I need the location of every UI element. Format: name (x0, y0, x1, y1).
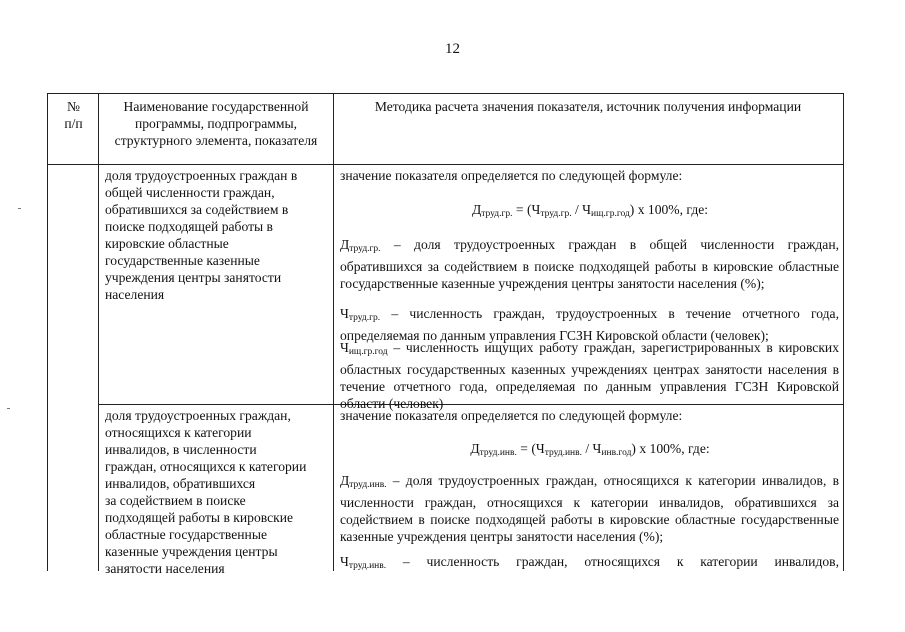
definition (340, 236, 839, 292)
indicator-line: инвалидов, обратившихся (105, 476, 256, 491)
indicator-line: подходящей работы в кировские (105, 510, 294, 525)
definition-symbol: Д (340, 237, 350, 252)
formula (340, 440, 840, 462)
indicator-line: инвалидов, в численности (105, 442, 257, 457)
indicator-line: за содействием в поиске (105, 493, 246, 508)
method-intro: значение показателя определяется по следующей формуле: (340, 168, 683, 183)
definition-text: – численность граждан, относящихся к категории инвалидов, (386, 554, 839, 569)
formula-symbol: Д (470, 441, 480, 456)
definition (340, 553, 839, 575)
page-number: 12 (445, 41, 460, 57)
formula-subscript: труд.гр. (481, 209, 513, 219)
formula-part: / Ч (571, 202, 592, 217)
table-border (843, 94, 844, 571)
definition (340, 472, 839, 545)
formula-part: = (Ч (512, 202, 541, 217)
definition-subscript: труд.инв. (349, 480, 387, 490)
method-intro: значение показателя определяется по следующей формуле: (340, 408, 683, 423)
indicator-line: граждан, относящихся к категории (105, 459, 307, 474)
scan-mark (18, 208, 21, 209)
indicator-line: доля трудоустроенных граждан, (105, 408, 291, 423)
formula-part: ) х 100%, где: (631, 441, 710, 456)
definition-symbol: Д (340, 473, 350, 488)
header-method: Методика расчета значения показателя, источник получения информации (374, 99, 802, 114)
definition-text: – численность ищущих работу граждан, зарегистрированных в кировских областных государственных казенных учреждениях центрах занятости населения в течение отчетного года, определяемая по данным управления ГСЗН Кировской области (человек) (340, 340, 839, 411)
formula-part: / Ч (581, 441, 602, 456)
formula-subscript: инв.год (601, 448, 632, 458)
formula-subscript: труд.гр. (540, 209, 572, 219)
table-border (48, 164, 844, 165)
formula (340, 201, 840, 223)
formula-subscript: труд.инв. (544, 448, 582, 458)
formula-subscript: труд.инв. (479, 448, 517, 458)
definition-text: – численность граждан, трудоустроенных в течение отчетного года, определяемая по данным управления ГСЗН Кировской области (человек); (340, 306, 839, 343)
table-border (98, 94, 99, 571)
header-name: Наименование государственной программы, подпрограммы, структурного элемента, показателя (114, 99, 318, 148)
definition-text: – доля трудоустроенных граждан, относящихся к категории инвалидов, в численности граждан, относящихся к категории инвалидов, обратившихся за содействием в поиске подходящей работы в кировские областные государственные казенные учреждения центры занятости населения (%); (340, 473, 839, 544)
definition-text: – доля трудоустроенных граждан в общей численности граждан, обратившихся за содействием в поиске подходящей работы в кировские областные государственные казенные учреждения центры занятости населения (%); (340, 237, 839, 291)
indicator-line: казенные учреждения центры (105, 544, 278, 559)
definition-subscript: труд.гр. (349, 244, 381, 254)
indicator-line: областные государственные (105, 527, 267, 542)
formula-part: = (Ч (516, 441, 545, 456)
scan-mark (7, 408, 10, 409)
definition-subscript: труд.инв. (348, 561, 387, 571)
indicator-line: занятости населения (105, 561, 225, 576)
definition-symbol: Ч (340, 554, 349, 569)
definition (340, 339, 839, 412)
indicator-employed-share: доля трудоустроенных граждан в общей численности граждан, обратившихся за содействием в поиске подходящей работы в кировские областные государственные казенные учреждения центры занятости населения (105, 168, 298, 302)
definition-symbol: Ч (340, 306, 349, 321)
indicator-line: относящихся к категории (105, 425, 252, 440)
formula-subscript: ищ.гр.год (591, 209, 630, 219)
indicators-table (47, 93, 844, 576)
formula-part: ) х 100%, где: (629, 202, 709, 217)
definition-subscript: труд.гр. (348, 313, 381, 323)
indicator-employed-disabled-share (105, 407, 331, 577)
formula-symbol: Д (471, 202, 482, 217)
table-border (333, 94, 334, 571)
definition-subscript: ищ.гр.год (348, 347, 388, 357)
definition-symbol: Ч (340, 340, 349, 355)
header-num: № п/п (64, 99, 83, 131)
